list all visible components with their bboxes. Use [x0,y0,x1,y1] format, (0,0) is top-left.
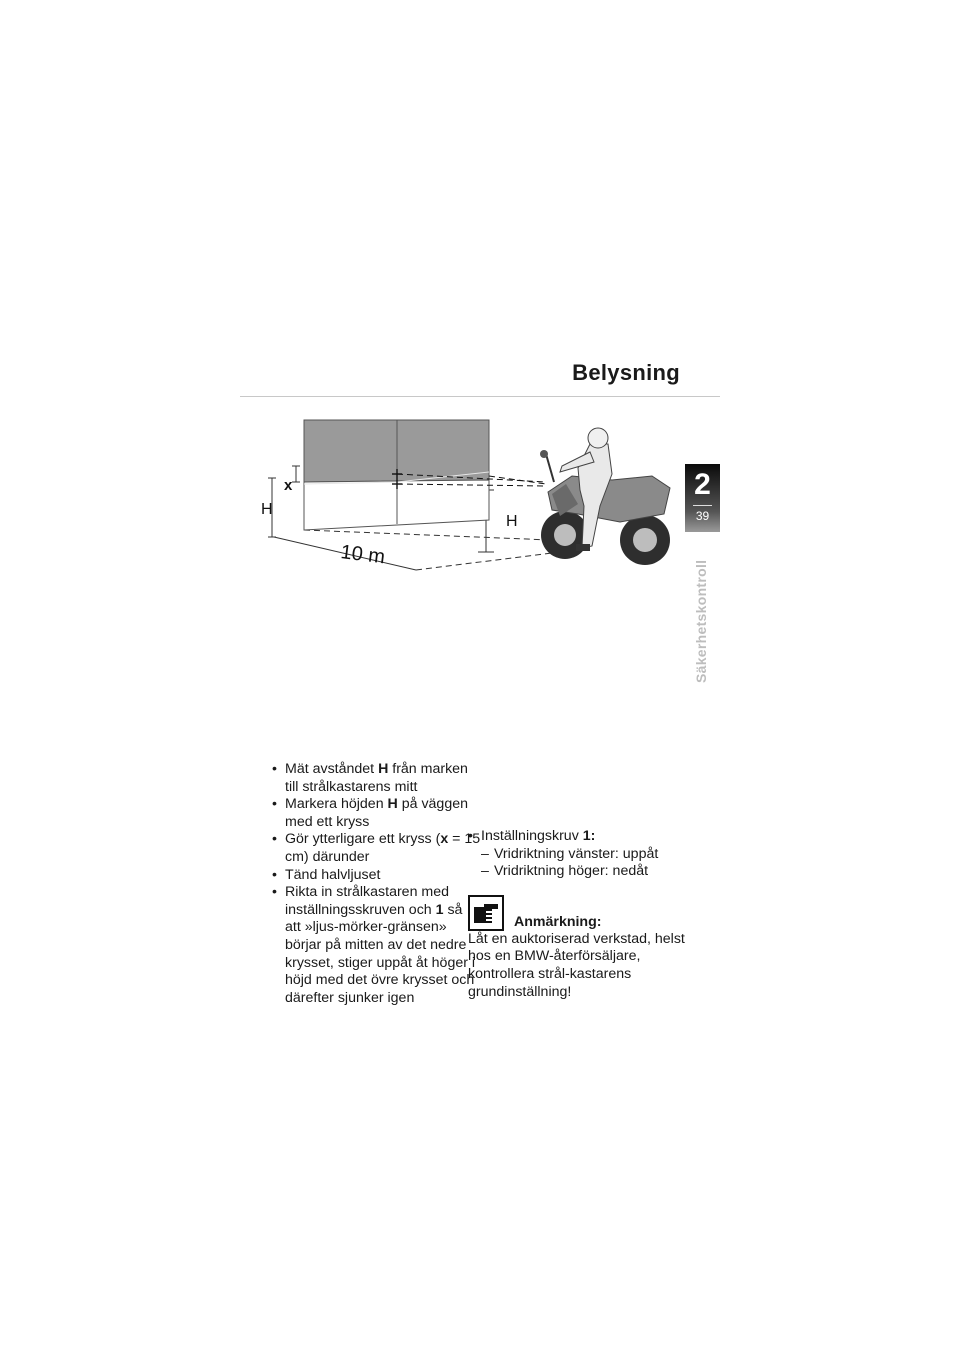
motorcycle-with-rider [540,428,670,565]
note-text: Låt en auktoriserad verkstad, helst hos en BMW-återförsäljare, kontrollera strål-kastarens grundinställning! [468,930,685,1000]
note-title: Anmärkning: [514,913,602,930]
list-item: • Rikta in strålkastaren med inställningsskruven och 1 så att »ljus-mörker-gränsen» börjar på mitten av det nedre krysset, stiger uppåt åt höger i höjd med det övre krysset och därefter sjunker igen [272,884,482,1007]
header-divider [240,396,720,397]
list-item: • Inställningskruv 1: [468,828,688,846]
label-height-wall: H [261,501,273,518]
chapter-tab [685,464,720,532]
note-hand-icon [468,895,504,931]
list-item: • Tänd halvljuset [272,867,482,885]
sub-item: – Vridriktning höger: nedåt [468,863,688,881]
chapter-divider [693,505,712,506]
list-item: • Markera höjden H på väggen med ett kryss [272,796,482,831]
note-header [468,895,688,931]
section-label: Säkerhetskontroll [693,559,709,683]
instructions-right [468,828,688,1001]
page-title: Belysning [572,360,680,385]
list-item: • Gör ytterligare ett kryss (x = 15 cm) därunder [272,831,482,866]
chapter-number: 2 [694,468,711,501]
instructions-left [272,761,482,1007]
label-x: x [284,477,293,494]
label-height-bike: H [506,513,518,530]
headlight-adjustment-illustration [260,410,680,580]
list-item: • Mät avståndet H från marken till strålkastarens mitt [272,761,482,796]
label-distance: 10 m [339,541,387,569]
page-number: 39 [695,509,710,523]
sub-item: – Vridriktning vänster: uppåt [468,846,688,864]
